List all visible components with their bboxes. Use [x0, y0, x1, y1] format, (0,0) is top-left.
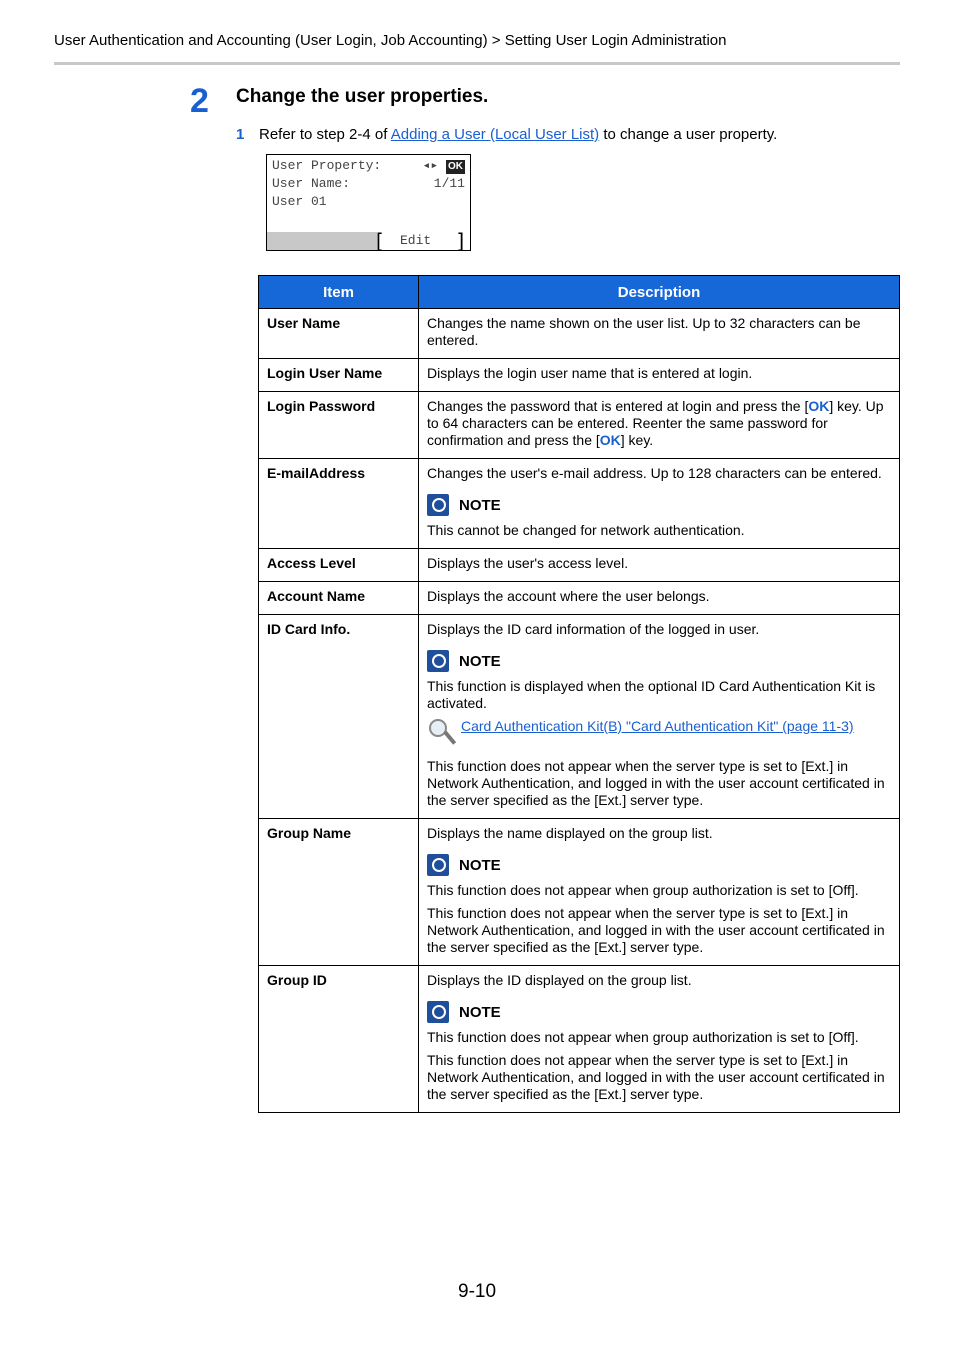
ok-key-icon: OK [448, 161, 463, 172]
item-cell: Login Password [259, 392, 419, 459]
item-cell: ID Card Info. [259, 615, 419, 819]
bracket-right-icon: ] [454, 229, 467, 253]
table-row [259, 819, 900, 966]
note-header [427, 650, 892, 672]
description-text: Changes the user's e-mail address. Up to 128 characters can be entered. [427, 465, 882, 481]
lcd-line-2: User Name: [272, 176, 351, 191]
step-title: Change the user properties. [236, 86, 489, 107]
note-header [427, 494, 892, 516]
table-row [259, 582, 900, 615]
substep-text-after: to change a user property. [599, 126, 778, 143]
header-divider [54, 62, 900, 65]
description-cell [419, 615, 900, 819]
description-text: ] key. [620, 432, 654, 448]
edit-softkey-label: Edit [400, 233, 432, 248]
description-cell [419, 819, 900, 966]
magnifier-icon [427, 718, 455, 748]
description-text: Displays the name displayed on the group list. [427, 825, 713, 841]
item-cell: Group Name [259, 819, 419, 966]
note-icon [427, 494, 449, 516]
description-cell: Changes the name shown on the user list. Up to 32 characters can be entered. [419, 309, 900, 359]
arrow-keys-icon: ◂▸ [422, 158, 439, 173]
description-cell [419, 392, 900, 459]
description-text: Changes the password that is entered at login and press the [ [427, 398, 809, 414]
user-properties-table [258, 275, 900, 1113]
description-text: ] key. Up to 64 characters can be entered. Reenter the same password for confirmation and press the [ [427, 398, 884, 448]
note-header [427, 854, 892, 876]
note-label: NOTE [459, 856, 501, 874]
description-cell: Displays the user's access level. [419, 549, 900, 582]
note-label: NOTE [459, 652, 501, 670]
bracket-left-icon: [ [373, 229, 386, 253]
adding-user-link[interactable]: Adding a User (Local User List) [390, 126, 600, 143]
lcd-softkey-bar [267, 232, 377, 250]
description-text: Displays the ID displayed on the group list. [427, 972, 692, 988]
ok-key-label: OK [599, 432, 621, 448]
card-auth-kit-link[interactable]: Card Authentication Kit(B) "Card Authentication Kit" (page 11-3) [461, 718, 854, 734]
note-icon [427, 1001, 449, 1023]
note-text: This function is displayed when the optional ID Card Authentication Kit is activated. [427, 678, 876, 711]
description-cell [419, 459, 900, 549]
item-cell: Login User Name [259, 359, 419, 392]
note-text: This function does not appear when the server type is set to [Ext.] in Network Authentication, and logged in with the user account certificated in the server specified as the [Ext.] server type. [427, 758, 885, 808]
edit-softkey[interactable] [373, 229, 467, 253]
description-cell: Displays the account where the user belongs. [419, 582, 900, 615]
header-item: Item [259, 276, 419, 309]
note-text: This function does not appear when the server type is set to [Ext.] in Network Authentication, and logged in with the user account certificated in the server specified as the [Ext.] server type. [427, 1052, 885, 1102]
lcd-line-1-keys [423, 158, 465, 174]
item-cell: User Name [259, 309, 419, 359]
table-row [259, 309, 900, 359]
table-row [259, 966, 900, 1113]
breadcrumb: User Authentication and Accounting (User Login, Job Accounting) > Setting User Login Administration [54, 32, 727, 49]
lcd-line-1: User Property: [272, 158, 382, 173]
substep-text-before: Refer to step 2-4 of [259, 126, 391, 143]
page-number: 9-10 [458, 1281, 497, 1302]
item-cell: E-mailAddress [259, 459, 419, 549]
table-row [259, 392, 900, 459]
table-row [259, 549, 900, 582]
description-text: Displays the ID card information of the logged in user. [427, 621, 760, 637]
note-label: NOTE [459, 1003, 501, 1021]
item-cell: Account Name [259, 582, 419, 615]
lcd-line-3: User 01 [272, 194, 327, 209]
note-text: This function does not appear when group authorization is set to [Off]. [427, 882, 859, 898]
note-text: This function does not appear when group authorization is set to [Off]. [427, 1029, 859, 1045]
description-cell: Displays the login user name that is entered at login. [419, 359, 900, 392]
table-row [259, 615, 900, 819]
substep-number: 1 [236, 126, 245, 143]
item-cell: Group ID [259, 966, 419, 1113]
table-row [259, 459, 900, 549]
item-cell: Access Level [259, 549, 419, 582]
table-row [259, 359, 900, 392]
reference [427, 718, 892, 748]
note-icon [427, 854, 449, 876]
note-text: This function does not appear when the server type is set to [Ext.] in Network Authentication, and logged in with the user account certificated in the server specified as the [Ext.] server type. [427, 905, 885, 955]
lcd-line-2-count: 1/11 [433, 176, 465, 191]
header-description: Description [419, 276, 900, 309]
note-header [427, 1001, 892, 1023]
note-text: This cannot be changed for network authentication. [427, 522, 745, 538]
note-label: NOTE [459, 496, 501, 514]
note-icon [427, 650, 449, 672]
operation-panel-screen [266, 154, 471, 251]
substep-text [259, 126, 777, 143]
table-header-row [259, 276, 900, 309]
step-number: 2 [190, 82, 209, 120]
ok-key-label: OK [808, 398, 830, 414]
description-cell [419, 966, 900, 1113]
